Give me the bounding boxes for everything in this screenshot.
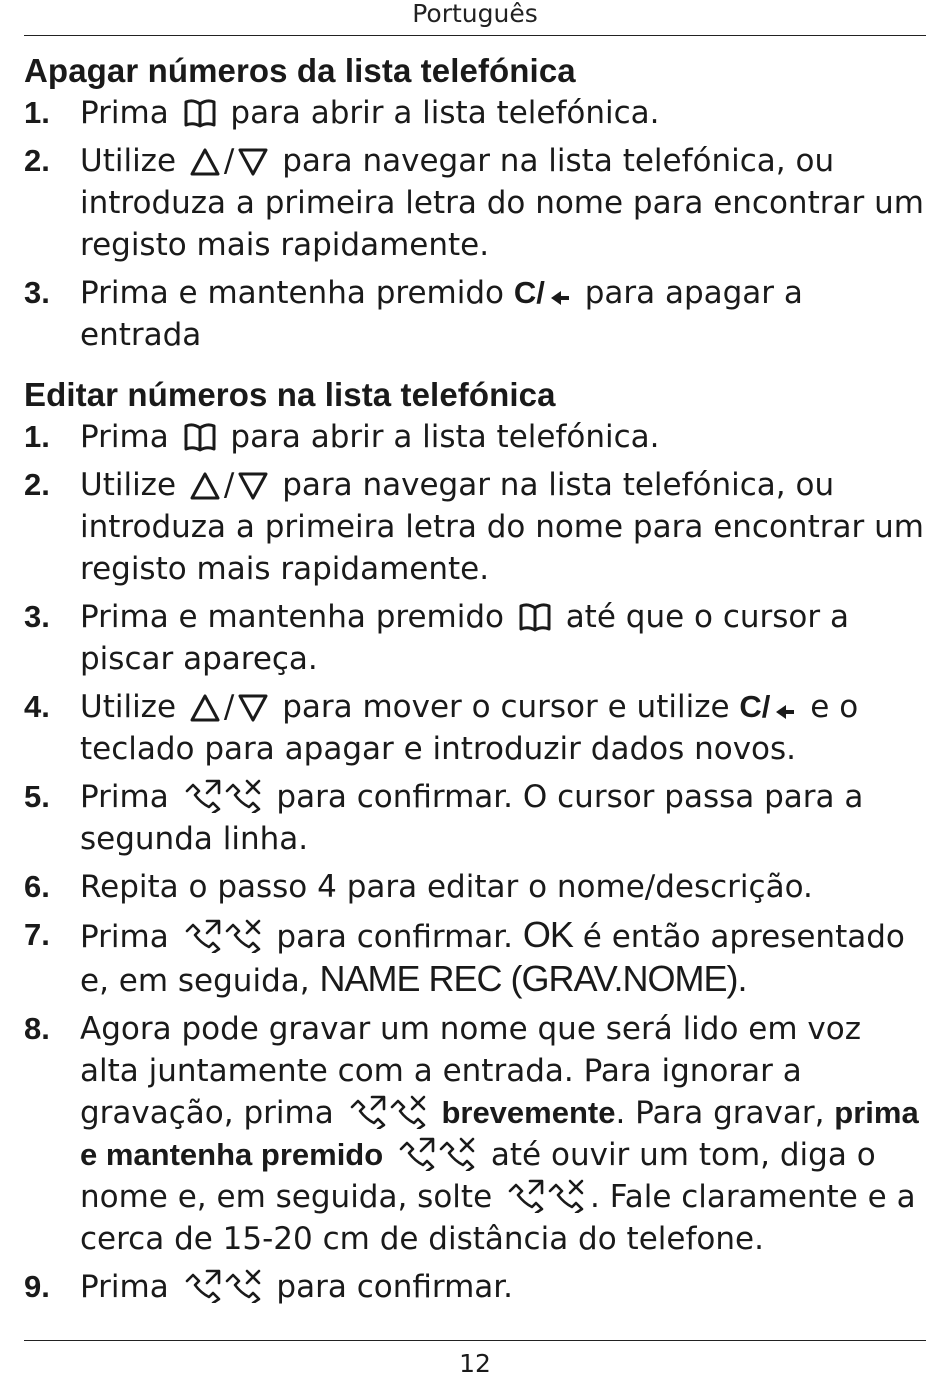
section-title-delete: Apagar números da lista telefónica — [24, 52, 576, 89]
down-triangle-icon — [238, 471, 268, 501]
phonebook-icon — [183, 423, 217, 453]
page-number: 12 — [459, 1349, 491, 1378]
section-title-edit: Editar números na lista telefónica — [24, 376, 556, 413]
steps-edit — [24, 416, 929, 1308]
header-language: Português — [412, 0, 538, 28]
call-end-icon — [348, 1095, 428, 1129]
clear-key-label: C/ — [513, 275, 545, 310]
call-end-icon — [183, 779, 263, 813]
step: 1. Prima para abrir a lista telefónica. — [24, 95, 660, 131]
down-triangle-icon — [238, 147, 268, 177]
up-triangle-icon — [190, 471, 220, 501]
document-body — [24, 50, 929, 1314]
phonebook-icon — [183, 99, 217, 129]
step: 4. Utilize / para mover o cursor e utilize C/ e o teclado para apagar e introduzir dados novos. — [24, 689, 859, 767]
header-rule — [24, 35, 926, 36]
step: 5. Prima para confirmar. O cursor passa para a segunda linha. — [24, 779, 864, 857]
call-end-icon — [183, 919, 263, 953]
clear-key-label: C/ — [739, 689, 771, 724]
display-name-rec: NAME REC (GRAV.NOME) — [319, 958, 738, 999]
clear-backspace-icon — [549, 287, 571, 309]
step: 8. Agora pode gravar um nome que será lido em voz alta juntamente com a entrada. Para ignorar a gravação, prima brevemente. Para gravar, prima e mantenha premido até ouvir um tom, diga o nome e, em seguida, solte . Fale claramente e a cerca de 15-20 cm de distância do telefone. — [24, 1011, 919, 1257]
up-triangle-icon — [190, 693, 220, 723]
step: 1. Prima para abrir a lista telefónica. — [24, 419, 660, 455]
up-triangle-icon — [190, 147, 220, 177]
step: 7. Prima para confirmar. OK é então apresentado e, em seguida, NAME REC (GRAV.NOME). — [24, 914, 905, 999]
call-end-icon — [506, 1179, 586, 1213]
down-triangle-icon — [238, 693, 268, 723]
step: 2. Utilize / para navegar na lista telefónica, ou introduza a primeira letra do nome para encontrar um registo mais rapidamente. — [24, 467, 924, 587]
step: 3. Prima e mantenha premido até que o cursor a piscar apareça. — [24, 599, 849, 677]
phonebook-icon — [518, 603, 552, 633]
step: 2. Utilize / para navegar na lista telefónica, ou introduza a primeira letra do nome para encontrar um registo mais rapidamente. — [24, 143, 924, 263]
call-end-icon — [397, 1137, 477, 1171]
clear-backspace-icon — [774, 701, 796, 723]
step: 3. Prima e mantenha premido C/ para apagar a entrada — [24, 275, 803, 353]
step: 6. Repita o passo 4 para editar o nome/descrição. — [24, 869, 813, 905]
call-end-icon — [183, 1269, 263, 1303]
footer-rule — [24, 1340, 926, 1341]
steps-delete — [24, 92, 929, 356]
step: 9. Prima para confirmar. — [24, 1269, 514, 1305]
display-ok: OK — [522, 914, 573, 955]
